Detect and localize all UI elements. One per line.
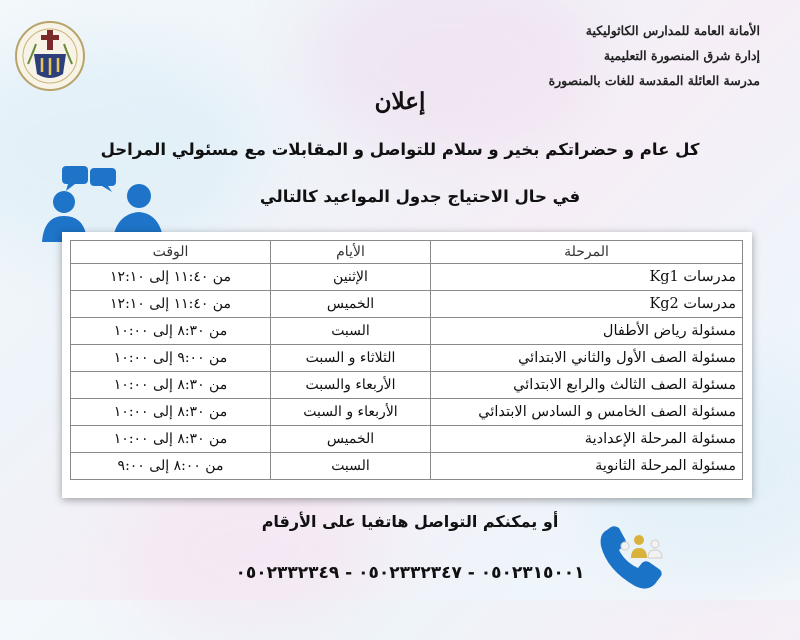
cell-days: السبت [271,453,431,480]
header-line-secretariat: الأمانة العامة للمدارس الكاثوليكية [585,23,760,38]
announcement-schedule-intro: في حال الاحتياج جدول المواعيد كالتالي [259,187,581,206]
cell-stage: مسئولة الصف الأول والثاني الابتدائي [431,345,743,372]
announcement-title: إعلان [374,88,426,115]
cell-days: الأربعاء و السبت [271,399,431,426]
cell-stage: مدرسات Kg1 [431,264,743,291]
school-header [460,18,760,93]
cell-days: الثلاثاء و السبت [271,345,431,372]
table-row [71,291,743,318]
table-row [71,318,743,345]
cell-days: الخميس [271,291,431,318]
table-row [71,345,743,372]
cell-days: الخميس [271,426,431,453]
cell-time: من ١١:٤٠ إلى ١٢:١٠ [71,291,271,318]
contact-text: أو يمكنكم التواصل هاتفيا على الأرقام [261,512,559,531]
cell-time: من ٨:٣٠ إلى ١٠:٠٠ [71,399,271,426]
cell-stage: مسئولة المرحلة الثانوية [431,453,743,480]
schedule-table [70,240,743,480]
school-crest-icon [14,20,86,92]
cell-days: السبت [271,318,431,345]
table-row [71,426,743,453]
cell-stage: مسئولة الصف الخامس و السادس الابتدائي [431,399,743,426]
cell-time: من ٨:٣٠ إلى ١٠:٠٠ [71,372,271,399]
cell-time: من ٨:٣٠ إلى ١٠:٠٠ [71,318,271,345]
cell-time: من ٩:٠٠ إلى ١٠:٠٠ [71,345,271,372]
announcement-subtitle: كل عام و حضراتكم بخير و سلام للتواصل و المقابلات مع مسئولي المراحل [100,140,700,159]
cell-stage: مسئولة المرحلة الإعدادية [431,426,743,453]
column-header-stage: المرحلة [431,241,743,264]
table-header-row [71,241,743,264]
table-row [71,372,743,399]
cell-time: من ٨:٠٠ إلى ٩:٠٠ [71,453,271,480]
header-line-school-name: مدرسة العائلة المقدسة للغات بالمنصورة [548,73,760,88]
table-row [71,399,743,426]
table-row [71,453,743,480]
cell-days: الإثنين [271,264,431,291]
cell-stage: مسئولة رياض الأطفال [431,318,743,345]
cell-time: من ٨:٣٠ إلى ١٠:٠٠ [71,426,271,453]
table-row [71,264,743,291]
phone-contact-icon [595,520,680,595]
cell-stage: مدرسات Kg2 [431,291,743,318]
cell-stage: مسئولة الصف الثالث والرابع الابتدائي [431,372,743,399]
column-header-time: الوقت [71,241,271,264]
header-line-administration: إدارة شرق المنصورة التعليمية [603,48,760,63]
cell-time: من ١١:٤٠ إلى ١٢:١٠ [71,264,271,291]
phone-numbers: ٠٥٠٢٣١٥٠٠١ - ٠٥٠٢٣٣٢٣٤٧ - ٠٥٠٢٣٣٢٣٤٩ [235,563,585,583]
column-header-days: الأيام [271,241,431,264]
schedule-table-card [62,232,752,498]
cell-days: الأربعاء والسبت [271,372,431,399]
